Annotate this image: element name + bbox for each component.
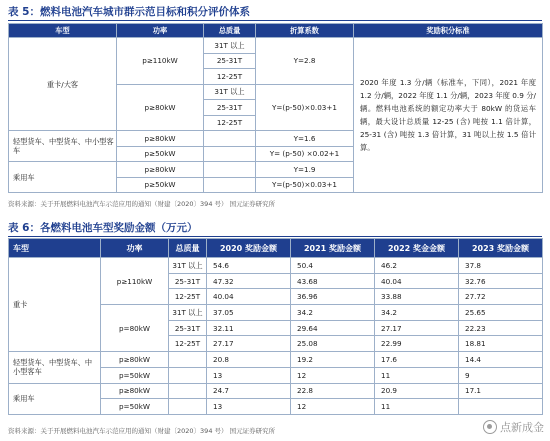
table6-cell-value: 40.04: [375, 273, 459, 289]
table5-cell-yformula-light: Y= (p-50) ×0.02+1: [256, 146, 354, 162]
table5-cell-empty: [204, 177, 256, 193]
table5-cell-yformula: Y=(p-50)×0.03+1: [256, 84, 354, 131]
table6-cell-empty: [169, 367, 207, 383]
watermark-text: 点新成金: [500, 421, 544, 434]
table6-cell-light-p50: p=50kW: [101, 367, 169, 383]
table6-cell-value: 19.2: [291, 352, 375, 368]
table6-cell-empty: [169, 383, 207, 399]
table6-cell-value: 13: [207, 399, 291, 415]
table5-cell-y19: Y=1.9: [256, 162, 354, 178]
table6-cell-value: 29.64: [291, 320, 375, 336]
table6-cell-value: 13: [207, 367, 291, 383]
table6-cell-light: 轻型货车、中型货车、中小型客车: [9, 352, 101, 383]
table6-cell-value: 27.72: [459, 289, 543, 305]
table5-header-weight: 总质量: [204, 24, 256, 38]
table6-cell-value: 11: [375, 399, 459, 415]
table5-header-coefficient: 折算系数: [256, 24, 354, 38]
table-row: [9, 38, 543, 54]
table6-cell-value: 20.8: [207, 352, 291, 368]
table5-cell-light-p50: p≥50kW: [117, 146, 204, 162]
table5-cell-car-p80: p≥80kW: [117, 162, 204, 178]
table6-header-row: [9, 239, 543, 258]
table-row: [9, 383, 543, 399]
table6-cell-value: 22.8: [291, 383, 375, 399]
table6-cell-value: 18.81: [459, 336, 543, 352]
table6-cell-w1225: 12-25T: [169, 289, 207, 305]
table6-cell-value: 9: [459, 367, 543, 383]
table6-cell-car-p50: p=50kW: [101, 399, 169, 415]
table5-cell-empty: [204, 162, 256, 178]
table5-source: 资料来源：关于开展燃料电池汽车示范应用的通知（财建〔2020〕394 号） 国元证券研究所: [8, 200, 276, 208]
table6-title-rule: [8, 236, 542, 237]
table6-cell-w31: 31T 以上: [169, 258, 207, 274]
table6-cell-value: 34.2: [291, 305, 375, 321]
table6-cell-w31: 31T 以上: [169, 305, 207, 321]
table5-header-row: [9, 24, 543, 38]
table5-cell-w31: 31T 以上: [204, 38, 256, 54]
table5-cell-car: 乘用车: [9, 162, 117, 193]
table5-cell-y28: Y=2.8: [256, 38, 354, 85]
table6-cell-empty: [169, 399, 207, 415]
table6-cell-value: 32.76: [459, 273, 543, 289]
table6: [8, 238, 543, 415]
table6-cell-value: 22.99: [375, 336, 459, 352]
table6-cell-value: 12: [291, 367, 375, 383]
table6-cell-empty: [169, 352, 207, 368]
table6-cell-value: [459, 399, 543, 415]
table5-note: 2020 年度 1.3 分/辆（标准车，下同），2021 年度 1.2 分/辆，2022 年度 1.1 分/辆，2023 年度 0.9 分/辆。燃料电池系统的额定功率大于 80kW 的货运车辆，最大设计总质量 12-25 (含) 吨按 1.1 倍计算，25-31 (含) 吨按 1.3 倍计算，31 吨以上按 1.5 倍计算。: [354, 38, 543, 193]
table6-header-2021: 2021 奖励金额: [291, 239, 375, 258]
table6-cell-value: 37.05: [207, 305, 291, 321]
table6-cell-value: 50.4: [291, 258, 375, 274]
table5-cell-empty: [204, 131, 256, 147]
table6-cell-value: 43.68: [291, 273, 375, 289]
table5-title: 表 5：燃料电池汽车城市群示范目标和积分评价体系: [8, 6, 250, 18]
table6-cell-value: 25.65: [459, 305, 543, 321]
table6-cell-car-p80: p≥80kW: [101, 383, 169, 399]
table6-cell-car: 乘用车: [9, 383, 101, 414]
table5-cell-light: 轻型货车、中型货车、中小型客车: [9, 131, 117, 162]
table6-cell-w2531: 25-31T: [169, 320, 207, 336]
table6-cell-w2531: 25-31T: [169, 273, 207, 289]
table6-cell-value: 22.23: [459, 320, 543, 336]
table5-title-rule: [8, 20, 542, 21]
table5-cell-w2531: 25-31T: [204, 100, 256, 116]
table6-cell-p110: p≥110kW: [101, 258, 169, 305]
table5-cell-light-p80: p≥80kW: [117, 131, 204, 147]
table6-cell-value: 20.9: [375, 383, 459, 399]
table6-title: 表 6：各燃料电池车型奖励金额（万元）: [8, 222, 198, 234]
table5-cell-w31: 31T 以上: [204, 84, 256, 100]
table5-header-power: 功率: [117, 24, 204, 38]
table-row: [9, 258, 543, 274]
table6-cell-value: 17.1: [459, 383, 543, 399]
table6-cell-value: 33.88: [375, 289, 459, 305]
table5-header-type: 车型: [9, 24, 117, 38]
table6-header-weight: 总质量: [169, 239, 207, 258]
table6-header-2023: 2023 奖励金额: [459, 239, 543, 258]
table5-cell-yformula-car: Y=(p-50)×0.03+1: [256, 177, 354, 193]
table6-cell-value: 12: [291, 399, 375, 415]
table6-cell-value: 27.17: [207, 336, 291, 352]
table6-cell-value: 17.6: [375, 352, 459, 368]
table5-cell-p80: p≥80kW: [117, 84, 204, 131]
table5-header-standard: 奖励积分标准: [354, 24, 543, 38]
table6-cell-value: 27.17: [375, 320, 459, 336]
table6-cell-p80: p=80kW: [101, 305, 169, 352]
table6-cell-w1225: 12-25T: [169, 336, 207, 352]
table5-cell-w1225: 12-25T: [204, 115, 256, 131]
table6-cell-value: 47.32: [207, 273, 291, 289]
table6-header-type: 车型: [9, 239, 101, 258]
table6-cell-value: 32.11: [207, 320, 291, 336]
table6-cell-value: 14.4: [459, 352, 543, 368]
table6-cell-light-p80: p≥80kW: [101, 352, 169, 368]
table5: [8, 23, 543, 193]
watermark-logo-icon: [483, 420, 497, 434]
table6-header-2020: 2020 奖励金额: [207, 239, 291, 258]
table6-cell-heavy: 重卡: [9, 258, 101, 352]
table6-cell-value: 25.08: [291, 336, 375, 352]
table5-cell-empty: [204, 146, 256, 162]
table6-cell-value: 40.04: [207, 289, 291, 305]
table6-header-power: 功率: [101, 239, 169, 258]
table5-cell-heavy: 重卡/大客: [9, 38, 117, 131]
watermark: [483, 419, 544, 435]
table6-cell-value: 11: [375, 367, 459, 383]
table6-cell-value: 46.2: [375, 258, 459, 274]
table6-cell-value: 24.7: [207, 383, 291, 399]
table5-cell-w2531: 25-31T: [204, 53, 256, 69]
table6-cell-value: 54.6: [207, 258, 291, 274]
table6-cell-value: 34.2: [375, 305, 459, 321]
table6-cell-value: 36.96: [291, 289, 375, 305]
table5-cell-car-p50: p≥50kW: [117, 177, 204, 193]
table-row: [9, 352, 543, 368]
table6-header-2022: 2022 奖金金额: [375, 239, 459, 258]
table6-cell-value: 37.8: [459, 258, 543, 274]
table5-cell-w1225: 12-25T: [204, 69, 256, 85]
table5-cell-p110: p≥110kW: [117, 38, 204, 85]
table5-cell-y16: Y=1.6: [256, 131, 354, 147]
table6-source: 资料来源：关于开展燃料电池汽车示范应用的通知（财建〔2020〕394 号） 国元证券研究所: [8, 427, 276, 435]
